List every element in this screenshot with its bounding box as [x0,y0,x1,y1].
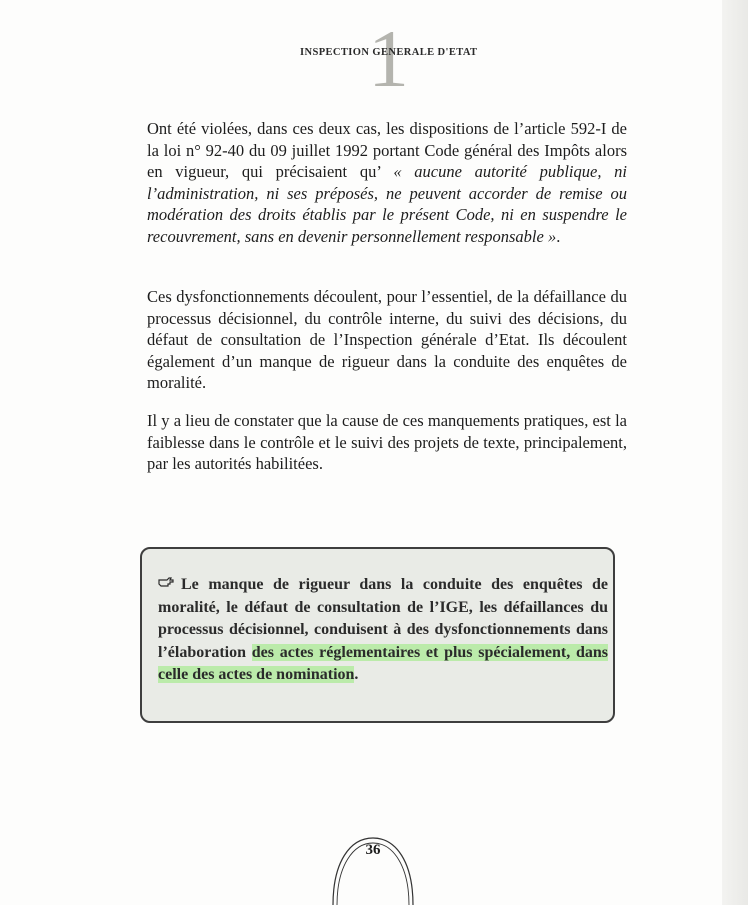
running-header-title: INSPECTION GENERALE D'ETAT [300,47,478,58]
paragraph-2: Ces dysfonctionnements découlent, pour l’essentiel, de la défaillance du processus décisionnel, du contrôle interne, du suivi des décisions, du défaut de consultation de l’Inspection générale d’Etat. Ils découlent également d’un manque de rigueur dans la conduite des enquêtes de moralité. [147,287,627,393]
paragraph-1 [147,118,627,248]
page-number: 36 [365,842,381,858]
callout-highlighted-text: des actes réglementaires et plus spécialement, dans celle des actes de nomination [158,643,609,683]
paragraph-1-quote: « aucune autorité publique, ni l’administration, ni ses préposés, ne peuvent accorder de remise ou modération des droits établis par le présent Code, ni en suspendre le recouvrement, sans en devenir personnellement responsable » [147,162,627,246]
callout-text [158,572,608,687]
pointing-hand-icon-svg [158,577,174,587]
paragraph-3: Il y a lieu de constater que la cause de ces manquements pratiques, est la faiblesse dans le contrôle et le suivi des projets de texte, principalement, par les autorités habilitées. [147,411,627,474]
callout-text-start: Le manque de rigueur dans la conduite des enquêtes de moralité, le défaut de consultation de l’IGE, les défaillances du processus décisionnel, conduisent à des dysfonctionnements dans l’élaboration [158,576,608,661]
chapter-number: 1 [368,13,409,104]
callout-text-end: . [354,666,359,683]
paragraph-1-end: . [556,226,561,246]
paragraph-1-intro: Ont été violées, dans ces deux cas, les dispositions de l’article 592-I de la loi n° 92-40 du 09 juillet 1992 portant Code général des Impôts alors en vigueur, qui précisaient qu’ [147,119,627,182]
summary-callout-box [140,547,615,723]
pointing-hand-icon [158,572,174,595]
page-edge-shadow [722,0,748,905]
page-footer [330,832,416,905]
